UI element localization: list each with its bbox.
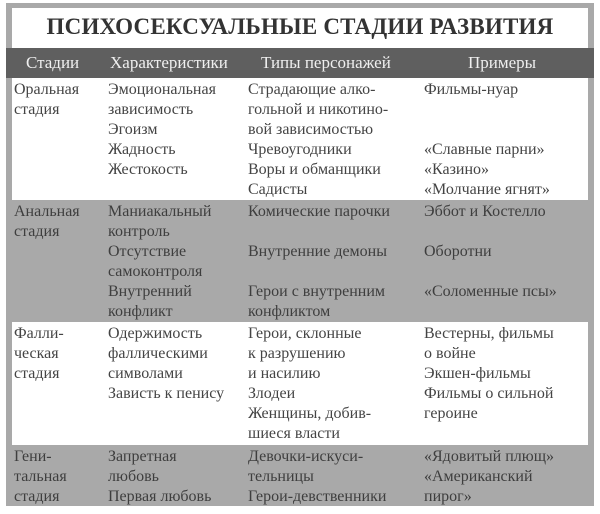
table-title: ПСИХОСЕКСУАЛЬНЫЕ СТАДИИ РАЗВИТИЯ (12, 8, 588, 48)
cell-characters: Девочки-искуси- тельницы Герои-девственники (248, 448, 387, 505)
table-header (6, 48, 594, 78)
column-header-stages: Стадии (26, 53, 80, 72)
cell-examples: Фильмы-нуар «Славные парни» «Казино» «Молчание ягнят» (424, 81, 550, 198)
cell-traits: Одержимость фаллическими символами Зависть к пенису (108, 325, 225, 402)
cell-characters: Комические парочки Внутренние демоны Герои с внутренним конфликтом (248, 203, 390, 320)
cell-examples: Эббот и Костелло Оборотни «Соломенные псы» (424, 203, 557, 300)
column-header-character-types: Типы персонажей (261, 53, 391, 72)
table-row-anal (6, 200, 594, 322)
cell-characters: Страдающие алко- гольной и никотино- вой зависимостью Чревоугодники Воры и обманщики Садисты (248, 81, 389, 198)
cell-characters: Герои, склонные к разрушению и насилию Злодеи Женщины, добив- шиеся власти (248, 325, 372, 442)
column-header-examples: Примеры (468, 53, 537, 72)
cell-stage: Фалли- ческая стадия (14, 325, 64, 382)
cell-stage: Оральная стадия (14, 81, 80, 118)
cell-stage: Анальная стадия (14, 203, 80, 240)
column-header-characteristics: Характеристики (110, 53, 228, 72)
table-row-genital (6, 445, 594, 506)
table-row-phallic (12, 322, 588, 445)
cell-examples: «Ядовитый плющ» «Американский пирог» (424, 448, 555, 505)
cell-traits: Эмоциональная зависимость Эгоизм Жадность Жестокость (108, 81, 216, 178)
cell-traits: Запретная любовь Первая любовь (108, 448, 212, 505)
cell-stage: Гени- тальная стадия (14, 448, 67, 505)
table-row-oral (12, 78, 588, 200)
cell-examples: Вестерны, фильмы о войне Экшен-фильмы Фильмы о сильной героине (424, 325, 554, 422)
cell-traits: Маниакальный контроль Отсутствие самоконтроля Внутренний конфликт (108, 203, 212, 320)
